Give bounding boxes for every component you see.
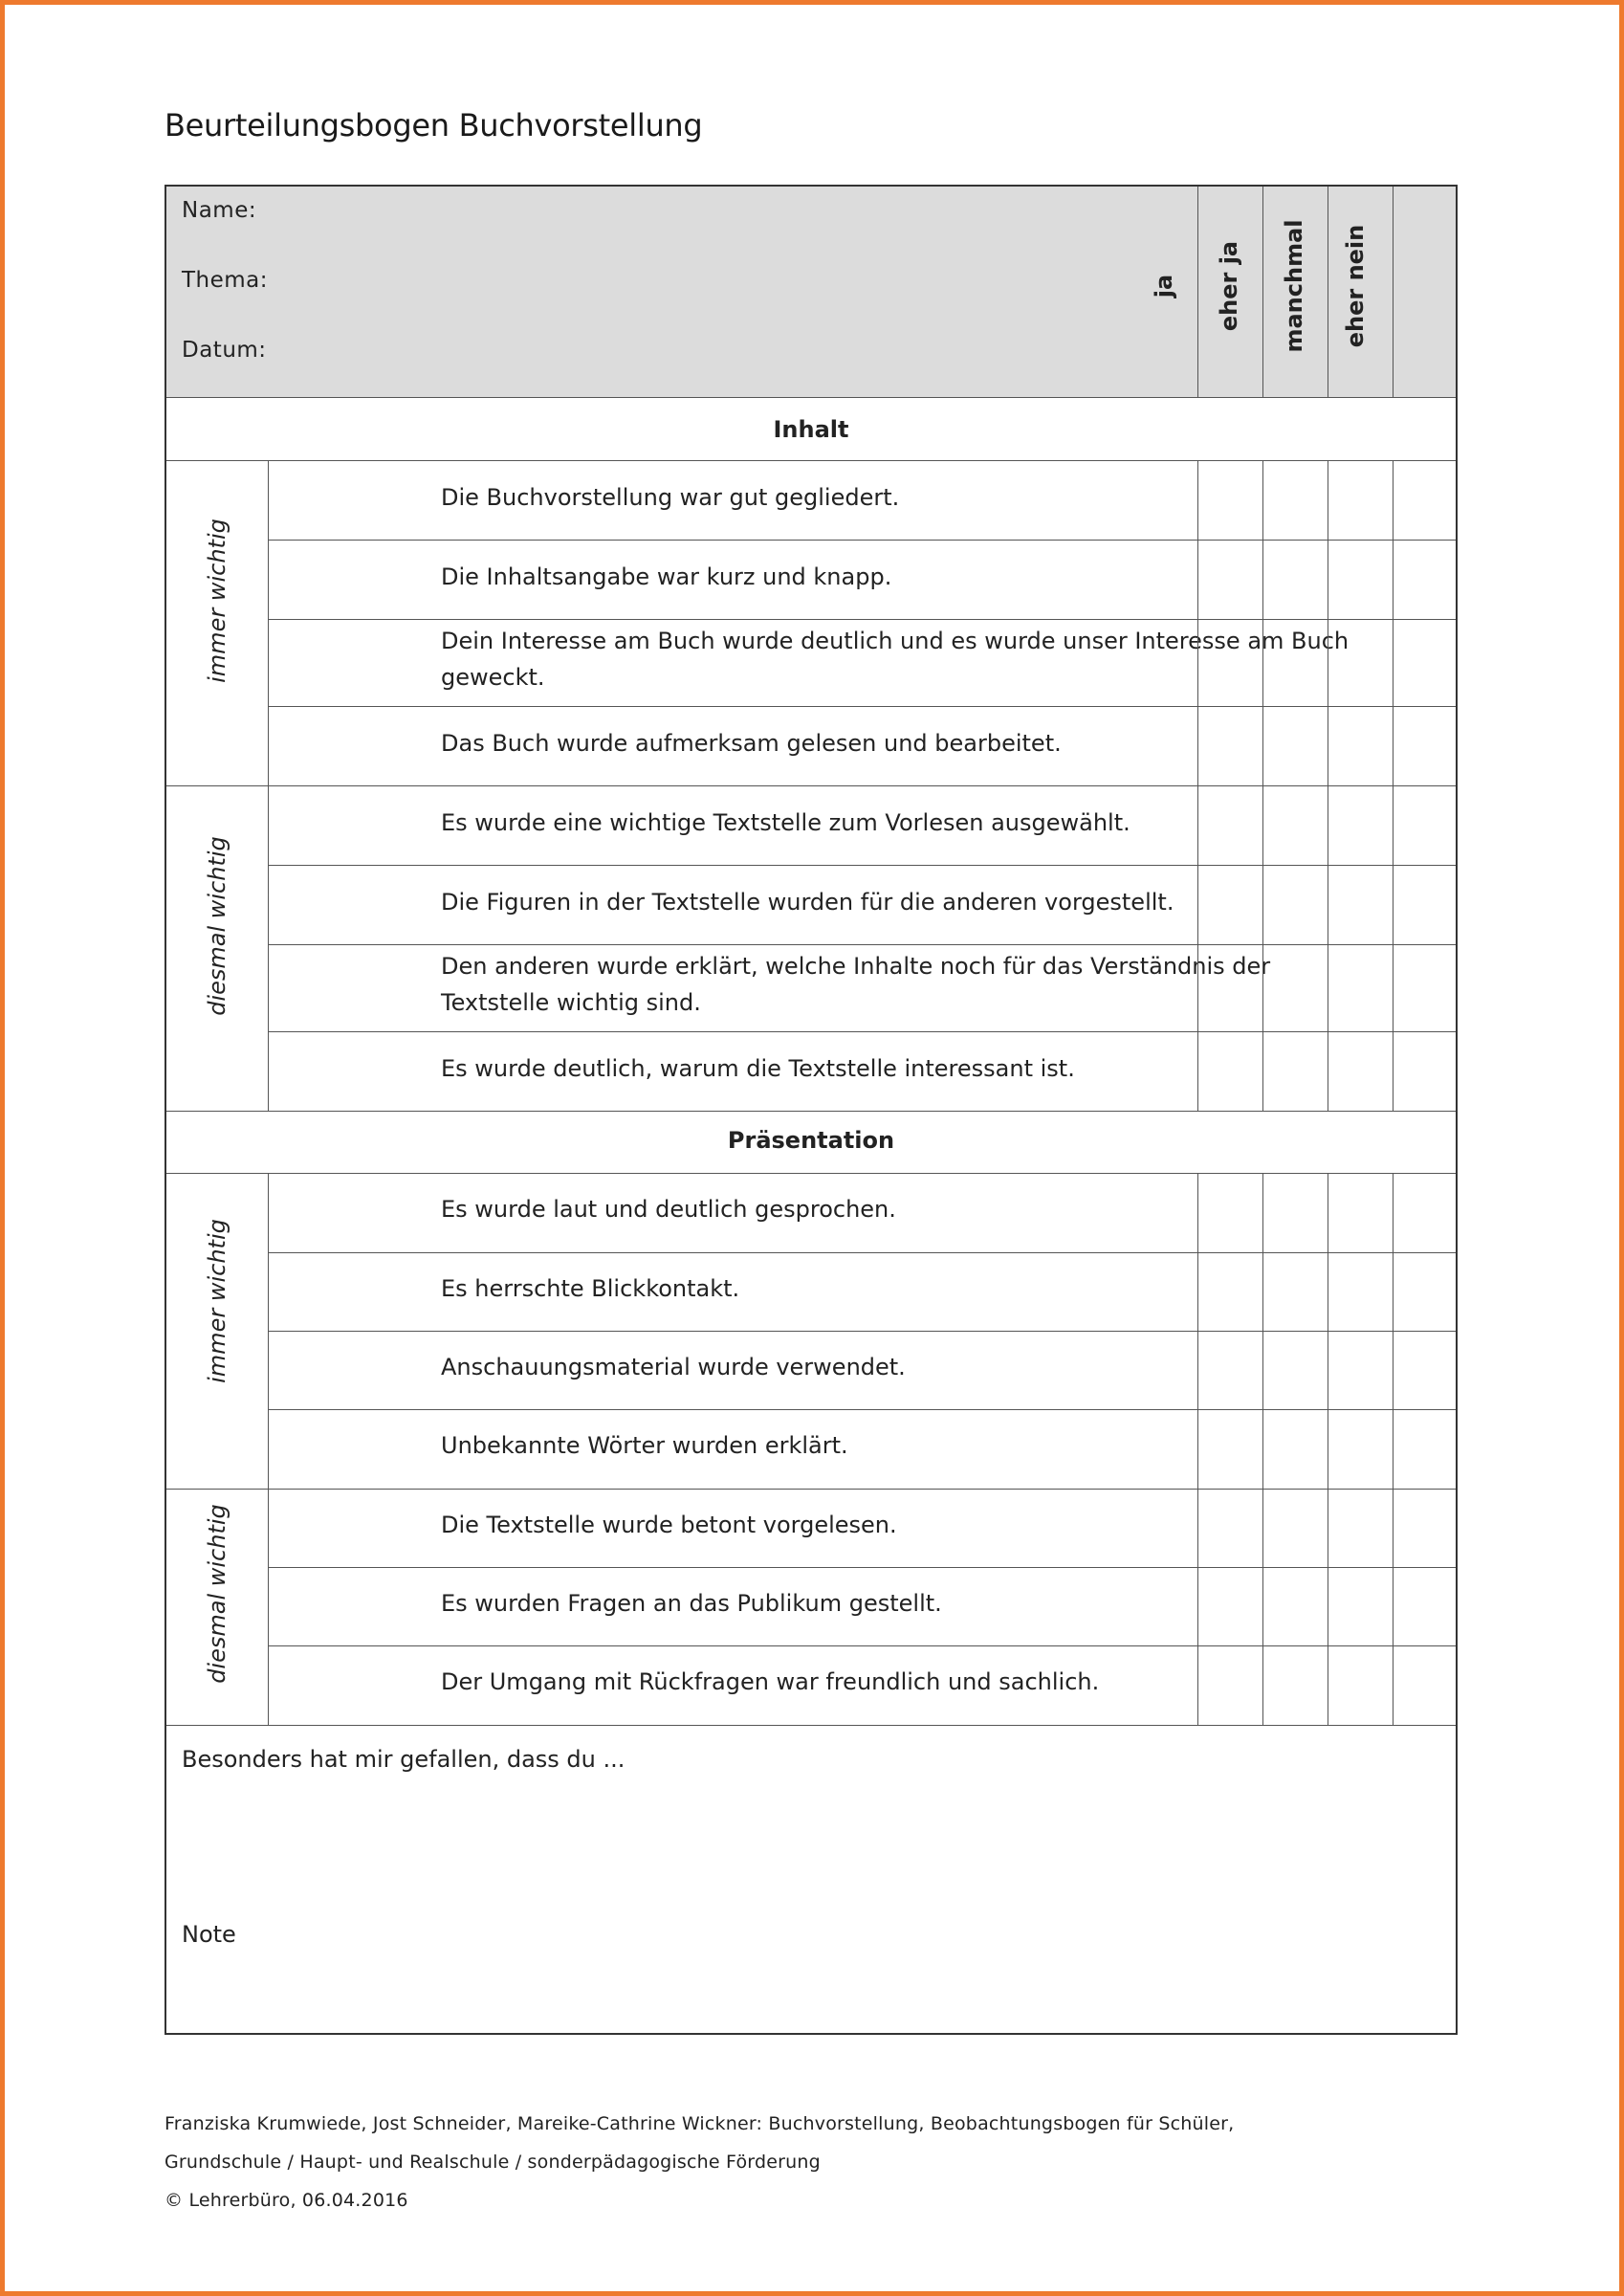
criterion-text: Die Figuren in der Textstelle wurden für die anderen vorgestellt. [441, 889, 1174, 916]
grid-line [268, 1031, 1456, 1032]
criterion-text: Unbekannte Wörter wurden erklärt. [441, 1432, 848, 1459]
footer-copyright: © Lehrerbüro, 06.04.2016 [165, 2190, 408, 2211]
group-label-praesentation-diesmal: diesmal wichtig [204, 1504, 230, 1684]
criterion-text: Anschauungsmaterial wurde verwendet. [441, 1354, 906, 1380]
criterion-text: Die Textstelle wurde betont vorgelesen. [441, 1512, 897, 1538]
criterion-text: Es wurde deutlich, warum die Textstelle interessant ist. [441, 1055, 1075, 1082]
grid-line [1393, 460, 1394, 1111]
criterion-text: Es herrschte Blickkontakt. [441, 1275, 740, 1302]
name-label: Name: [182, 198, 257, 223]
grid-line [268, 460, 269, 1111]
grid-line [166, 1111, 1456, 1112]
footer-authors: Franziska Krumwiede, Jost Schneider, Mareike-Cathrine Wickner: Buchvorstellung, Beobachtungsbogen für Schüler, [165, 2113, 1235, 2134]
grid-line [268, 706, 1456, 707]
criterion-text: Es wurde eine wichtige Textstelle zum Vorlesen ausgewählt. [441, 809, 1130, 836]
grid-line [1262, 187, 1263, 397]
grid-line [1393, 187, 1394, 397]
section-title-inhalt: Inhalt [773, 416, 849, 443]
grid-line [268, 1331, 1456, 1332]
grid-line [1393, 1173, 1394, 1725]
criterion-text: Die Inhaltsangabe war kurz und knapp. [441, 563, 892, 590]
grid-line [1197, 187, 1198, 397]
criterion-text: Es wurden Fragen an das Publikum gestellt. [441, 1590, 942, 1617]
grade-field-label: Note [182, 1921, 236, 1948]
grid-line [268, 1645, 1456, 1646]
criterion-text: Die Buchvorstellung war gut gegliedert. [441, 484, 900, 511]
grid-line [268, 619, 1456, 620]
footer-school-types: Grundschule / Haupt- und Realschule / sonderpädagogische Förderung [165, 2152, 821, 2173]
grid-line [268, 1173, 269, 1725]
datum-label: Datum: [182, 338, 267, 363]
group-label-praesentation-immer: immer wichtig [204, 1219, 230, 1383]
thema-label: Thema: [182, 268, 269, 293]
column-header-ja: ja [1151, 274, 1177, 298]
grid-line [1262, 1173, 1263, 1725]
criterion-text: Der Umgang mit Rückfragen war freundlich und sachlich. [441, 1668, 1100, 1695]
criterion-text: Dein Interesse am Buch wurde deutlich und es wurde unser Interesse am Buch geweckt. [441, 628, 1350, 691]
evaluation-sheet [165, 185, 1458, 2035]
comment-field-label: Besonders hat mir gefallen, dass du ... [182, 1746, 625, 1773]
grid-line [166, 397, 1456, 398]
group-label-inhalt-diesmal: diesmal wichtig [204, 836, 230, 1016]
grid-line [1197, 1173, 1198, 1725]
grid-line [268, 1567, 1456, 1568]
grid-line [268, 944, 1456, 945]
column-header-eher-ja: eher ja [1216, 240, 1242, 332]
criterion-text: Den anderen wurde erklärt, welche Inhalte noch für das Verständnis der Textstelle wichtig sind. [441, 953, 1271, 1016]
grid-line [268, 540, 1456, 541]
criterion-text: Es wurde laut und deutlich gesprochen. [441, 1196, 896, 1223]
group-label-inhalt-immer: immer wichtig [204, 519, 230, 683]
grid-line [268, 865, 1456, 866]
column-header-eher-nein: eher nein [1342, 224, 1369, 348]
grid-line [1262, 460, 1263, 1111]
grid-line [1197, 460, 1198, 1111]
grid-line [268, 1252, 1456, 1253]
document-title: Beurteilungsbogen Buchvorstellung [165, 107, 703, 144]
criterion-text: Das Buch wurde aufmerksam gelesen und bearbeitet. [441, 730, 1062, 757]
grid-line [166, 1725, 1456, 1726]
column-header-manchmal: manchmal [1281, 219, 1307, 353]
grid-line [268, 1409, 1456, 1410]
section-title-praesentation: Präsentation [727, 1127, 895, 1154]
